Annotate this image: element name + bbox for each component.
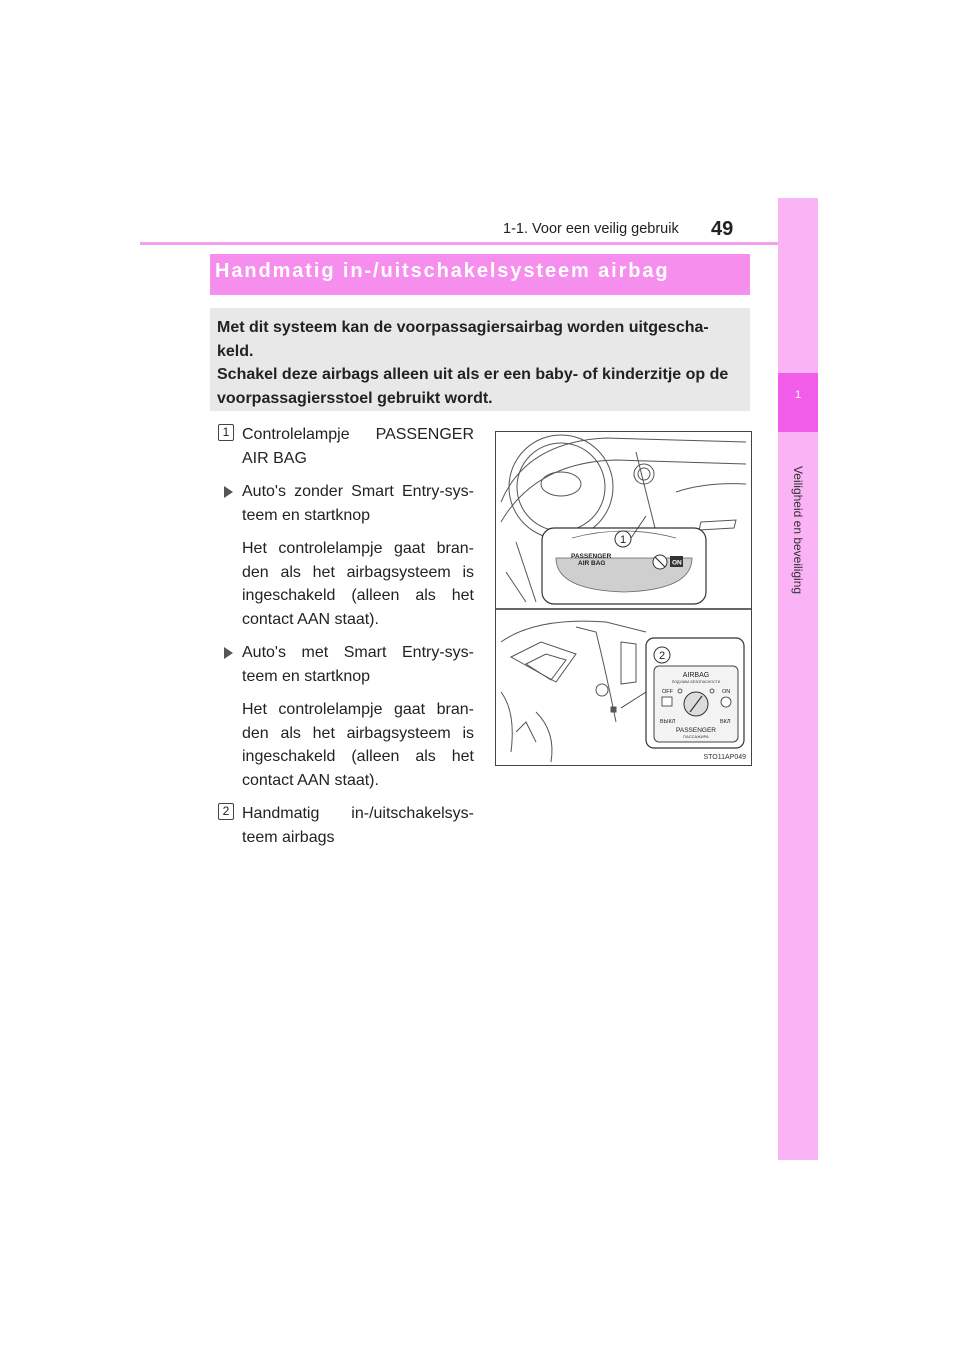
side-tab-active bbox=[778, 373, 818, 432]
callout-number-2: 2 bbox=[218, 803, 234, 820]
triangle-bullet-icon bbox=[224, 647, 233, 659]
sub-item-heading: Auto's met Smart Entry-sys-teem en startknop bbox=[242, 644, 474, 685]
sub-item-description: Het controlelampje gaat bran-den als het airbagsysteem is ingeschakeld (alleen als het contact AAN staat). bbox=[242, 701, 474, 789]
indicator-label-line2: AIR BAG bbox=[578, 560, 606, 567]
figure-code: STO11AP049 bbox=[703, 754, 746, 761]
airbag-illustration bbox=[495, 431, 752, 766]
indicator-label-line1: PASSENGER bbox=[571, 553, 612, 560]
sub-item-heading: Auto's zonder Smart Entry-sys-teem en startknop bbox=[242, 483, 474, 524]
svg-text:PASSENGER: PASSENGER bbox=[676, 727, 716, 734]
section-title-bar bbox=[210, 254, 750, 295]
passenger-side-drawing bbox=[501, 621, 646, 762]
side-tab-number: 1 bbox=[794, 389, 802, 401]
sub-item-without-smart-entry bbox=[218, 480, 474, 527]
svg-text:2: 2 bbox=[659, 650, 666, 662]
svg-text:OFF: OFF bbox=[662, 689, 673, 695]
running-header: 1-1. Voor een veilig gebruik bbox=[503, 221, 679, 237]
svg-text:ПАССАЖИРА: ПАССАЖИРА bbox=[683, 734, 709, 739]
svg-text:ПОДУШКА БЕЗОПАСНОСТИ: ПОДУШКА БЕЗОПАСНОСТИ bbox=[671, 680, 721, 684]
sub-item-description: Het controlelampje gaat bran-den als het airbagsysteem is ingeschakeld (alleen als het contact AAN staat). bbox=[242, 540, 474, 628]
list-item-2 bbox=[218, 802, 474, 849]
body-text bbox=[218, 423, 474, 849]
svg-text:AIRBAG: AIRBAG bbox=[682, 672, 710, 679]
list-item-1-text: Controlelampje PASSENGER AIR BAG bbox=[242, 426, 474, 467]
intro-text: Met dit systeem kan de voorpassagiersairbag worden uitgescha-keld. Schakel deze airbags alleen uit als er een baby- of kinderzitje op de voorpassagiersstoel gebruikt wordt. bbox=[217, 319, 729, 407]
header-rule bbox=[140, 242, 817, 245]
airbag-off-icon bbox=[662, 697, 672, 706]
section-title: Handmatig in-/uitschakelsysteem airbag bbox=[215, 260, 670, 282]
svg-text:ON: ON bbox=[722, 689, 731, 695]
sub-item-with-smart-entry bbox=[218, 641, 474, 688]
list-item-2-text: Handmatig in-/uitschakelsys-teem airbags bbox=[242, 805, 474, 846]
page-number: 49 bbox=[711, 218, 734, 240]
triangle-bullet-icon bbox=[224, 486, 233, 498]
svg-text:ВКЛ: ВКЛ bbox=[720, 719, 731, 725]
side-tab-label: Veiligheid en beveiliging bbox=[791, 465, 805, 595]
callout-number-1: 1 bbox=[218, 424, 234, 441]
svg-text:ON: ON bbox=[672, 559, 682, 567]
list-item-1 bbox=[218, 423, 474, 470]
svg-text:1: 1 bbox=[620, 534, 627, 546]
svg-text:ВЫКЛ: ВЫКЛ bbox=[660, 719, 676, 725]
intro-box bbox=[210, 308, 750, 411]
airbag-on-icon bbox=[721, 697, 731, 707]
side-tab-strip bbox=[778, 198, 818, 1160]
